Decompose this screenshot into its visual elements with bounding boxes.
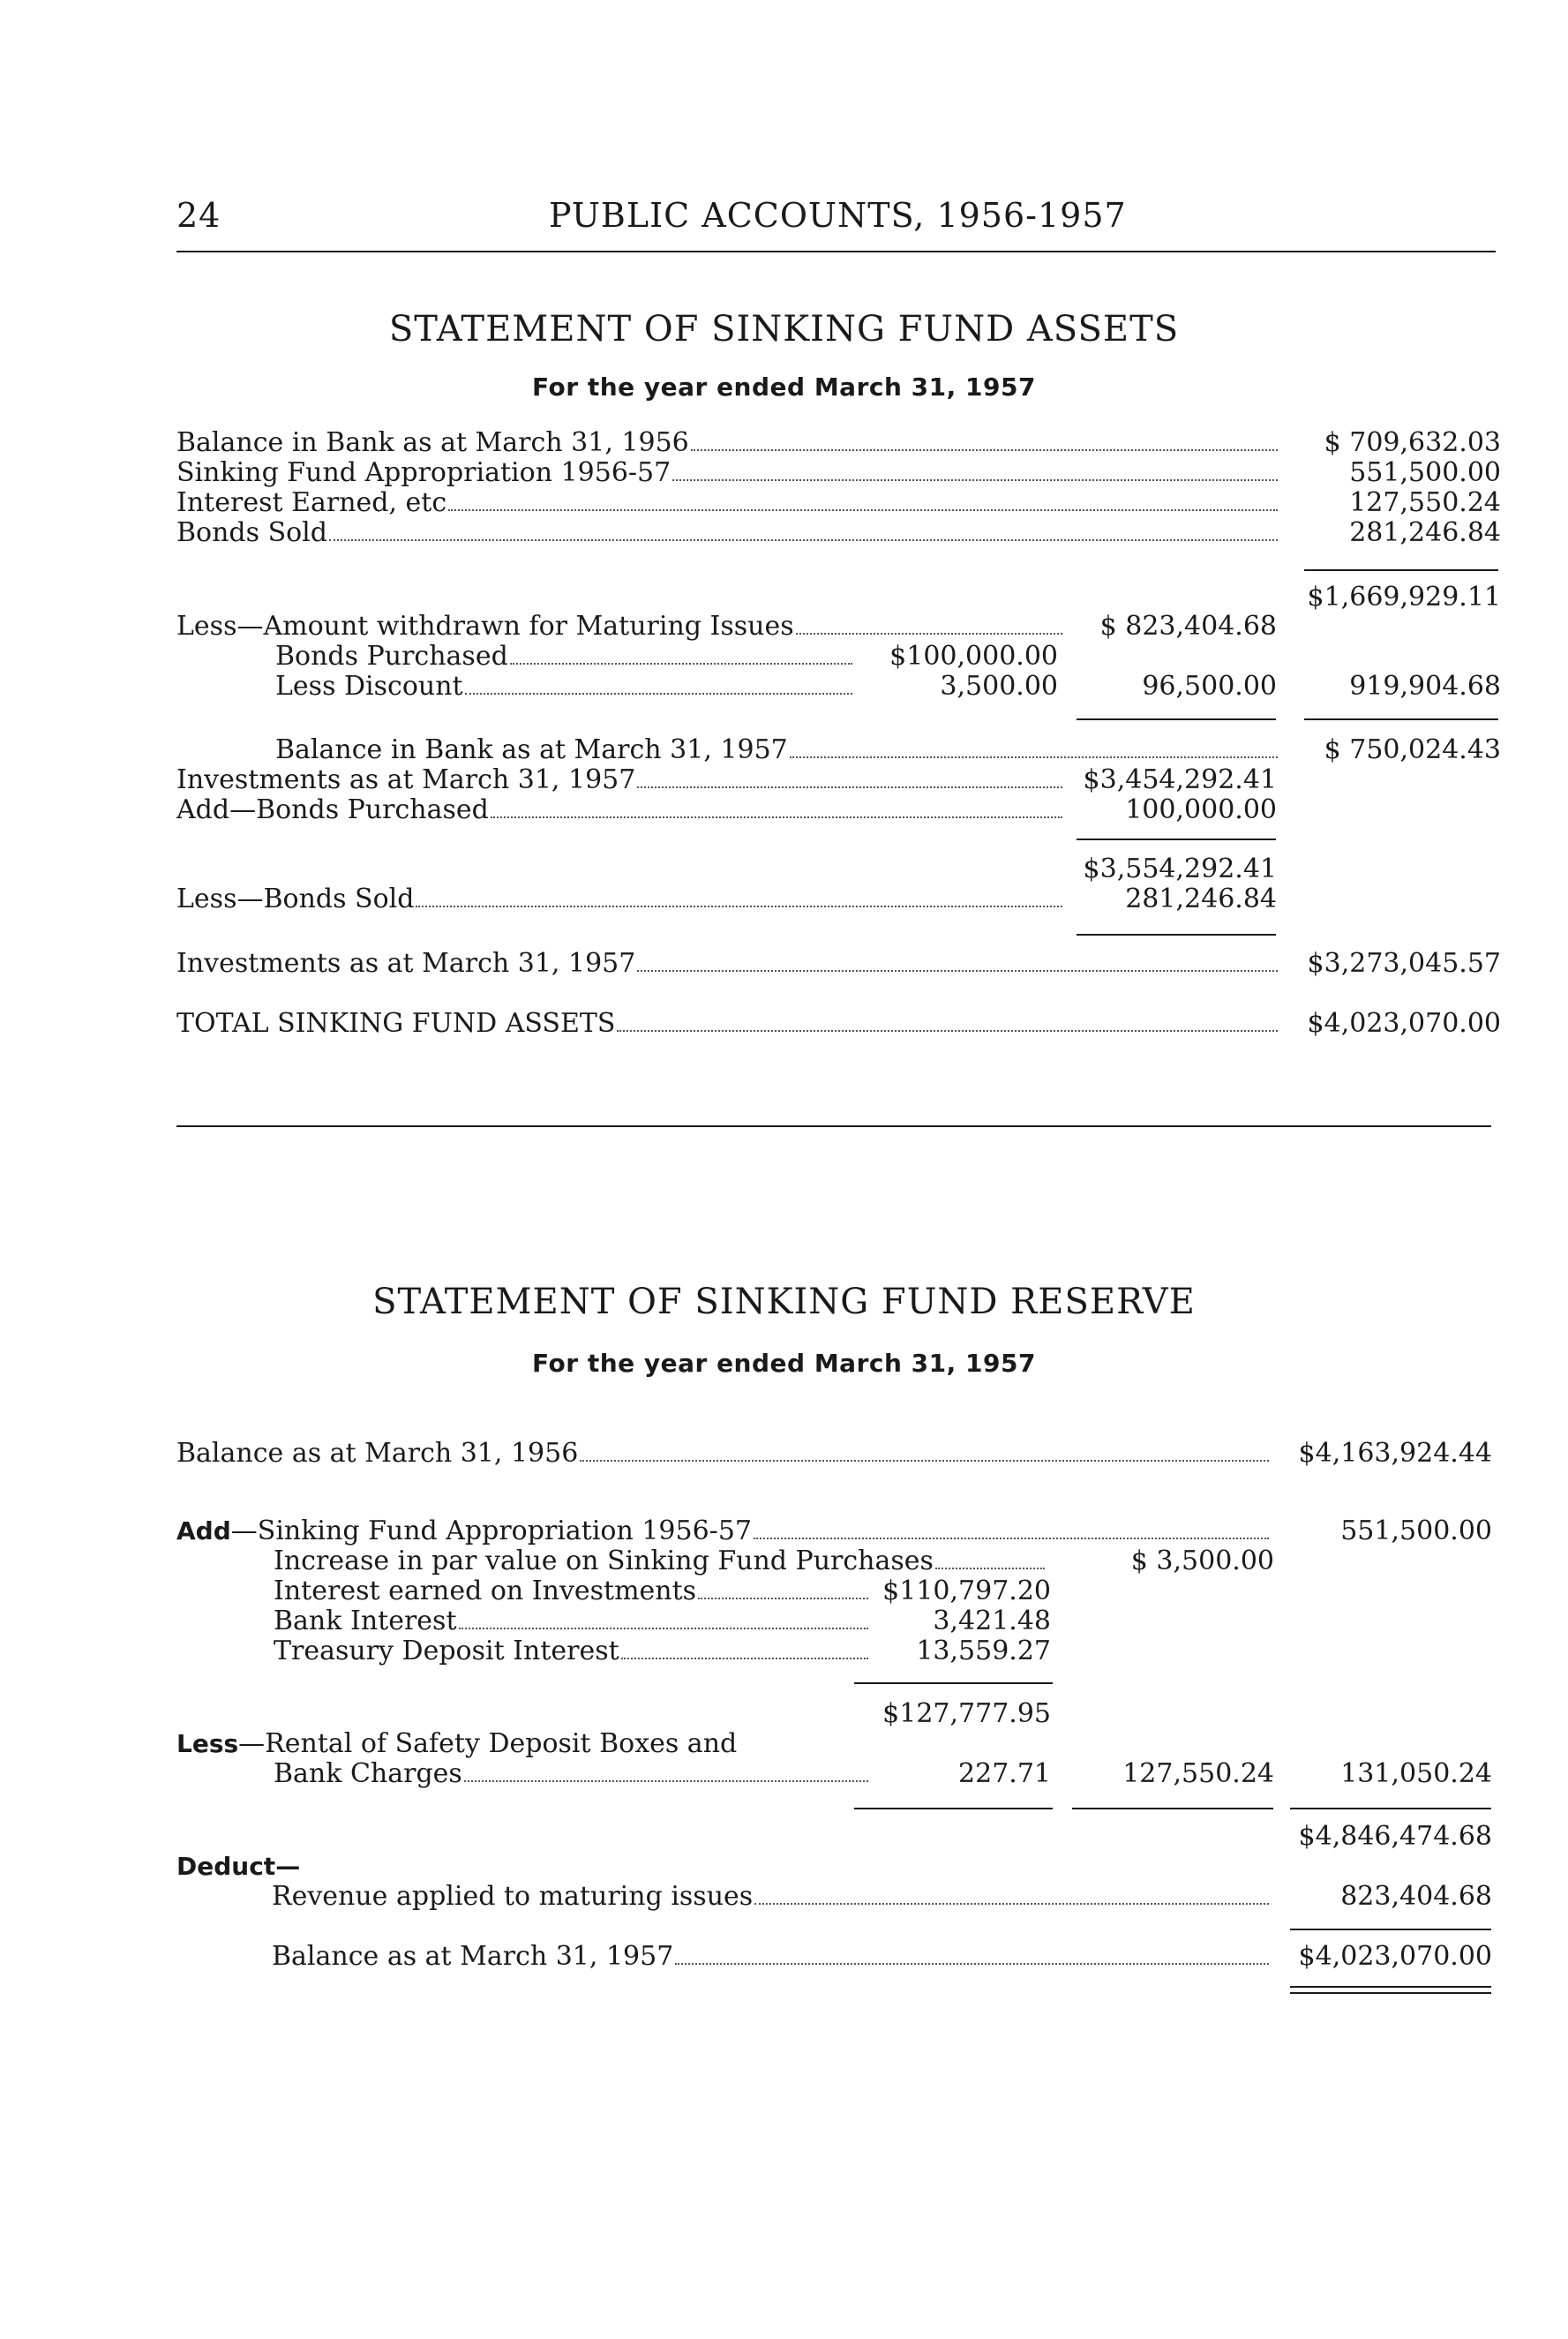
reserve-bank-charges-mid: 127,550.24 <box>1122 1758 1274 1789</box>
assets-total-rule <box>1304 718 1498 720</box>
leader-dots <box>510 663 852 665</box>
reserve-appropriation-row <box>176 1516 1274 1546</box>
assets-appropriation-row <box>176 458 1283 488</box>
reserve-bal-1956-label: Balance as at March 31, 1956 <box>176 1439 579 1469</box>
assets-bal-1956-row <box>176 428 1283 458</box>
assets-grand-total-label: TOTAL SINKING FUND ASSETS <box>176 1009 616 1039</box>
reserve-interest-inv-label: Interest earned on Investments <box>274 1576 697 1606</box>
reserve-revenue-applied-row <box>272 1882 1274 1912</box>
assets-subtotal: $1,669,929.11 <box>1307 582 1501 613</box>
leader-dots <box>465 693 852 695</box>
reserve-bank-interest-inner: 3,421.48 <box>933 1606 1051 1636</box>
leader-dots <box>464 1780 868 1782</box>
leader-dots <box>448 509 1278 511</box>
assets-add-bonds-label: Add—Bonds Purchased <box>176 795 489 825</box>
assets-less-discount-row <box>275 672 858 702</box>
assets-bonds-purchased-row <box>275 642 858 672</box>
reserve-bal-1957-row <box>272 1942 1274 1972</box>
assets-inv-final-rule <box>1077 934 1276 936</box>
assets-bonds-sold-row <box>176 518 1283 548</box>
reserve-interest-inv-row <box>274 1576 874 1606</box>
reserve-less-prefix: Less <box>176 1729 239 1758</box>
assets-inv-subtotal: $3,554,292.41 <box>1083 854 1277 884</box>
reserve-bank-charges-inner: 227.71 <box>958 1758 1051 1789</box>
header-rule <box>176 251 1496 252</box>
assets-inv-rule <box>1077 839 1276 840</box>
assets-less-discount-label: Less Discount <box>275 672 463 702</box>
assets-subtitle: For the year ended March 31, 1957 <box>532 372 1036 402</box>
reserve-appropriation-label: —Sinking Fund Appropriation 1956-57 <box>230 1516 752 1546</box>
leader-dots <box>329 539 1278 541</box>
assets-inv-1957-mid: $3,454,292.41 <box>1083 764 1277 795</box>
assets-inv-final-row <box>176 949 1283 979</box>
assets-bonds-sold-label: Bonds Sold <box>176 518 327 548</box>
section-divider <box>176 1125 1491 1127</box>
assets-bonds-purchased-inner: $100,000.00 <box>889 641 1058 672</box>
reserve-treasury-inner: 13,559.27 <box>916 1636 1051 1666</box>
reserve-final-rule <box>1290 1929 1491 1930</box>
reserve-title: STATEMENT OF SINKING FUND RESERVE <box>372 1282 1196 1322</box>
assets-bal-1956-label: Balance in Bank as at March 31, 1956 <box>176 428 689 458</box>
leader-dots <box>754 1903 1269 1905</box>
leader-dots <box>672 479 1278 481</box>
assets-interest-label: Interest Earned, etc <box>176 488 447 518</box>
reserve-add-prefix: Add <box>176 1516 231 1546</box>
reserve-treasury-row <box>274 1636 874 1666</box>
assets-inv-final-total: $3,273,045.57 <box>1307 948 1501 979</box>
assets-subtotal-rule <box>1304 569 1498 571</box>
reserve-inner-subtotal: $127,777.95 <box>882 1698 1051 1729</box>
reserve-double-rule-2 <box>1290 1992 1491 1994</box>
reserve-par-increase-label: Increase in par value on Sinking Fund Purchases <box>274 1546 934 1576</box>
assets-interest-total: 127,550.24 <box>1349 487 1501 518</box>
reserve-deduct-prefix: Deduct— <box>176 1852 301 1881</box>
reserve-bal-1957-label: Balance as at March 31, 1957 <box>272 1942 674 1972</box>
assets-less-withdrawn-row <box>176 612 1068 642</box>
reserve-bank-interest-label: Bank Interest <box>274 1606 457 1636</box>
leader-dots <box>698 1598 868 1599</box>
reserve-revenue-applied-total: 823,404.68 <box>1340 1881 1492 1912</box>
assets-grand-total: $4,023,070.00 <box>1307 1008 1501 1039</box>
assets-less-discount-total: 919,904.68 <box>1349 671 1501 702</box>
reserve-interest-inv-inner: $110,797.20 <box>882 1576 1051 1606</box>
assets-less-withdrawn-mid: $ 823,404.68 <box>1099 611 1277 642</box>
reserve-par-increase-row <box>274 1546 1050 1576</box>
reserve-rental-label: —Rental of Safety Deposit Boxes and <box>238 1728 738 1759</box>
reserve-bank-charges-total: 131,050.24 <box>1340 1758 1492 1789</box>
leader-dots <box>617 1030 1278 1032</box>
reserve-rule-total <box>1290 1808 1491 1809</box>
assets-bal-1957-label: Balance in Bank as at March 31, 1957 <box>275 735 788 765</box>
assets-add-bonds-row <box>176 795 1068 825</box>
assets-bal-1957-row <box>275 735 1283 765</box>
reserve-bank-charges-label: Bank Charges <box>274 1759 462 1789</box>
assets-add-bonds-mid: 100,000.00 <box>1125 794 1277 825</box>
reserve-subtotal: $4,846,474.68 <box>1298 1821 1492 1852</box>
leader-dots <box>796 633 1062 635</box>
leader-dots <box>935 1568 1045 1569</box>
assets-less-withdrawn-label: Less—Amount withdrawn for Maturing Issues <box>176 612 794 642</box>
reserve-rule-mid <box>1072 1808 1273 1809</box>
assets-bal-1956-total: $ 709,632.03 <box>1324 427 1501 458</box>
assets-less-discount-mid: 96,500.00 <box>1142 671 1277 702</box>
leader-dots <box>637 786 1062 788</box>
assets-less-discount-inner: 3,500.00 <box>940 671 1058 702</box>
leader-dots <box>416 906 1062 907</box>
reserve-bal-1956-row <box>176 1439 1274 1469</box>
assets-less-bonds-sold-label: Less—Bonds Sold <box>176 884 415 914</box>
reserve-revenue-applied-label: Revenue applied to maturing issues <box>272 1882 754 1912</box>
reserve-bank-charges-row <box>274 1759 874 1789</box>
reserve-treasury-label: Treasury Deposit Interest <box>274 1636 619 1666</box>
reserve-rental-row <box>176 1729 737 1759</box>
assets-less-bonds-sold-row <box>176 884 1068 914</box>
assets-inv-1957-label: Investments as at March 31, 1957 <box>176 765 636 795</box>
assets-title: STATEMENT OF SINKING FUND ASSETS <box>388 309 1180 350</box>
reserve-bank-interest-row <box>274 1606 874 1636</box>
assets-grand-total-row <box>176 1009 1283 1039</box>
leader-dots <box>637 970 1278 972</box>
reserve-par-increase-mid: $ 3,500.00 <box>1130 1546 1274 1576</box>
reserve-bal-1957-total: $4,023,070.00 <box>1298 1941 1492 1972</box>
leader-dots <box>459 1628 869 1629</box>
running-title: PUBLIC ACCOUNTS, 1956-1957 <box>549 196 1127 235</box>
assets-inv-final-label: Investments as at March 31, 1957 <box>176 949 636 979</box>
leader-dots <box>754 1538 1269 1539</box>
leader-dots <box>691 449 1278 451</box>
reserve-subtitle: For the year ended March 31, 1957 <box>532 1349 1036 1378</box>
assets-bal-1957-total: $ 750,024.43 <box>1324 734 1501 765</box>
reserve-double-rule-1 <box>1290 1986 1491 1988</box>
reserve-appropriation-total: 551,500.00 <box>1340 1515 1492 1546</box>
leader-dots <box>621 1658 868 1659</box>
assets-mid-rule <box>1077 718 1276 720</box>
assets-appropriation-label: Sinking Fund Appropriation 1956-57 <box>176 458 671 488</box>
leader-dots <box>790 756 1278 758</box>
assets-less-bonds-sold-mid: 281,246.84 <box>1125 884 1277 914</box>
reserve-rule-inner <box>854 1808 1053 1809</box>
leader-dots <box>675 1963 1269 1965</box>
assets-interest-row <box>176 488 1283 518</box>
assets-appropriation-total: 551,500.00 <box>1349 457 1501 488</box>
assets-inv-1957-row <box>176 765 1068 795</box>
page-number: 24 <box>176 196 221 235</box>
reserve-inner-rule <box>854 1682 1053 1684</box>
leader-dots <box>580 1460 1269 1462</box>
leader-dots <box>491 816 1062 818</box>
reserve-bal-1956-total: $4,163,924.44 <box>1298 1438 1492 1469</box>
assets-bonds-sold-total: 281,246.84 <box>1349 517 1501 548</box>
assets-bonds-purchased-label: Bonds Purchased <box>275 642 508 672</box>
